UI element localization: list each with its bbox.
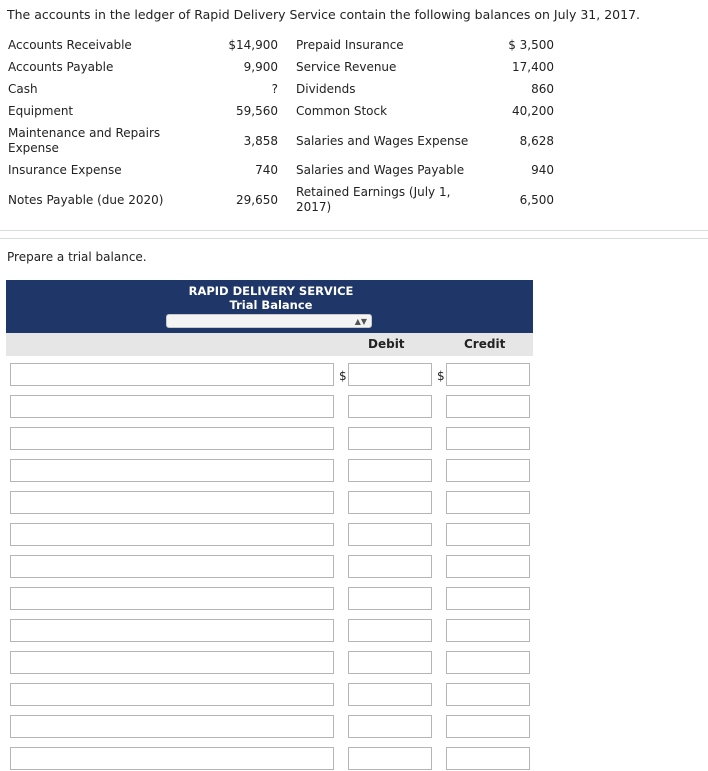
table-row xyxy=(0,715,708,739)
credit-amount-input[interactable] xyxy=(446,587,530,610)
ledger-account-amount: $14,900 xyxy=(228,38,278,52)
ledger-account-amount: 8,628 xyxy=(519,134,554,148)
trial-balance-header xyxy=(6,280,533,333)
statement-title: Trial Balance xyxy=(229,298,313,312)
column-header-bar xyxy=(6,333,533,356)
table-row xyxy=(0,619,708,643)
account-title-input[interactable] xyxy=(10,523,334,546)
ledger-account-amount: 59,560 xyxy=(236,104,278,118)
instruction-text: Prepare a trial balance. xyxy=(7,250,147,264)
ledger-account-amount: 9,900 xyxy=(243,60,278,74)
account-title-input[interactable] xyxy=(10,715,334,738)
debit-amount-input[interactable] xyxy=(348,395,432,418)
account-title-input[interactable] xyxy=(10,427,334,450)
ledger-account-name: Retained Earnings (July 1, 2017) xyxy=(296,185,451,214)
ledger-account-name: Notes Payable (due 2020) xyxy=(8,193,164,207)
select-arrows-icon: ▲▼ xyxy=(354,317,367,326)
table-row xyxy=(0,363,708,387)
table-row xyxy=(0,651,708,675)
ledger-account-name: Dividends xyxy=(296,82,356,96)
table-row xyxy=(0,555,708,579)
ledger-account-name: Prepaid Insurance xyxy=(296,38,404,52)
debit-amount-input[interactable] xyxy=(348,683,432,706)
account-title-input[interactable] xyxy=(10,587,334,610)
table-row xyxy=(0,491,708,515)
account-title-input[interactable] xyxy=(10,747,334,770)
table-row xyxy=(0,587,708,611)
account-title-input[interactable] xyxy=(10,363,334,386)
debit-amount-input[interactable] xyxy=(348,427,432,450)
debit-header: Debit xyxy=(368,337,405,351)
credit-amount-input[interactable] xyxy=(446,491,530,514)
debit-amount-input[interactable] xyxy=(348,651,432,674)
ledger-account-amount: 3,858 xyxy=(243,134,278,148)
ledger-account-amount: 17,400 xyxy=(512,60,554,74)
ledger-account-name: Equipment xyxy=(8,104,74,118)
debit-amount-input[interactable] xyxy=(348,459,432,482)
intro-text: The accounts in the ledger of Rapid Delivery Service contain the following balances on July 31, 2017. xyxy=(7,7,640,22)
credit-amount-input[interactable] xyxy=(446,395,530,418)
ledger-account-name: Maintenance and Repairs Expense xyxy=(8,126,161,155)
ledger-account-name: Salaries and Wages Payable xyxy=(296,163,465,177)
credit-header: Credit xyxy=(464,337,506,351)
ledger-account-amount: ? xyxy=(271,82,278,96)
account-title-input[interactable] xyxy=(10,619,334,642)
account-title-input[interactable] xyxy=(10,651,334,674)
debit-amount-input[interactable] xyxy=(348,619,432,642)
debit-amount-input[interactable] xyxy=(348,747,432,770)
table-row xyxy=(0,747,708,771)
ledger-account-amount: 6,500 xyxy=(519,193,554,207)
table-row xyxy=(0,427,708,451)
ledger-account-name: Cash xyxy=(8,82,38,96)
credit-amount-input[interactable] xyxy=(446,459,530,482)
ledger-account-amount: 29,650 xyxy=(236,193,278,207)
credit-amount-input[interactable] xyxy=(446,555,530,578)
credit-amount-input[interactable] xyxy=(446,715,530,738)
ledger-account-name: Insurance Expense xyxy=(8,163,122,177)
ledger-account-amount: 860 xyxy=(531,82,554,96)
table-row xyxy=(0,523,708,547)
company-name: RAPID DELIVERY SERVICE xyxy=(188,284,354,298)
divider xyxy=(0,230,708,231)
account-title-input[interactable] xyxy=(10,555,334,578)
debit-currency-symbol: $ xyxy=(339,369,347,383)
account-title-input[interactable] xyxy=(10,683,334,706)
ledger-account-name: Service Revenue xyxy=(296,60,397,74)
debit-amount-input[interactable] xyxy=(348,363,432,386)
debit-amount-input[interactable] xyxy=(348,587,432,610)
table-row xyxy=(0,683,708,707)
credit-amount-input[interactable] xyxy=(446,523,530,546)
date-select[interactable] xyxy=(166,314,372,328)
account-title-input[interactable] xyxy=(10,459,334,482)
credit-amount-input[interactable] xyxy=(446,619,530,642)
account-title-input[interactable] xyxy=(10,491,334,514)
ledger-account-amount: 740 xyxy=(255,163,278,177)
debit-amount-input[interactable] xyxy=(348,523,432,546)
debit-amount-input[interactable] xyxy=(348,715,432,738)
ledger-account-amount: 40,200 xyxy=(512,104,554,118)
debit-amount-input[interactable] xyxy=(348,555,432,578)
credit-amount-input[interactable] xyxy=(446,651,530,674)
ledger-account-name: Accounts Receivable xyxy=(8,38,132,52)
credit-amount-input[interactable] xyxy=(446,363,530,386)
ledger-account-name: Salaries and Wages Expense xyxy=(296,134,469,148)
divider xyxy=(0,238,708,239)
ledger-account-name: Accounts Payable xyxy=(8,60,114,74)
credit-amount-input[interactable] xyxy=(446,683,530,706)
ledger-account-amount: $ 3,500 xyxy=(508,38,554,52)
credit-amount-input[interactable] xyxy=(446,427,530,450)
account-title-input[interactable] xyxy=(10,395,334,418)
debit-amount-input[interactable] xyxy=(348,491,432,514)
ledger-account-name: Common Stock xyxy=(296,104,388,118)
table-row xyxy=(0,395,708,419)
table-row xyxy=(0,459,708,483)
credit-currency-symbol: $ xyxy=(437,369,445,383)
ledger-account-amount: 940 xyxy=(531,163,554,177)
credit-amount-input[interactable] xyxy=(446,747,530,770)
